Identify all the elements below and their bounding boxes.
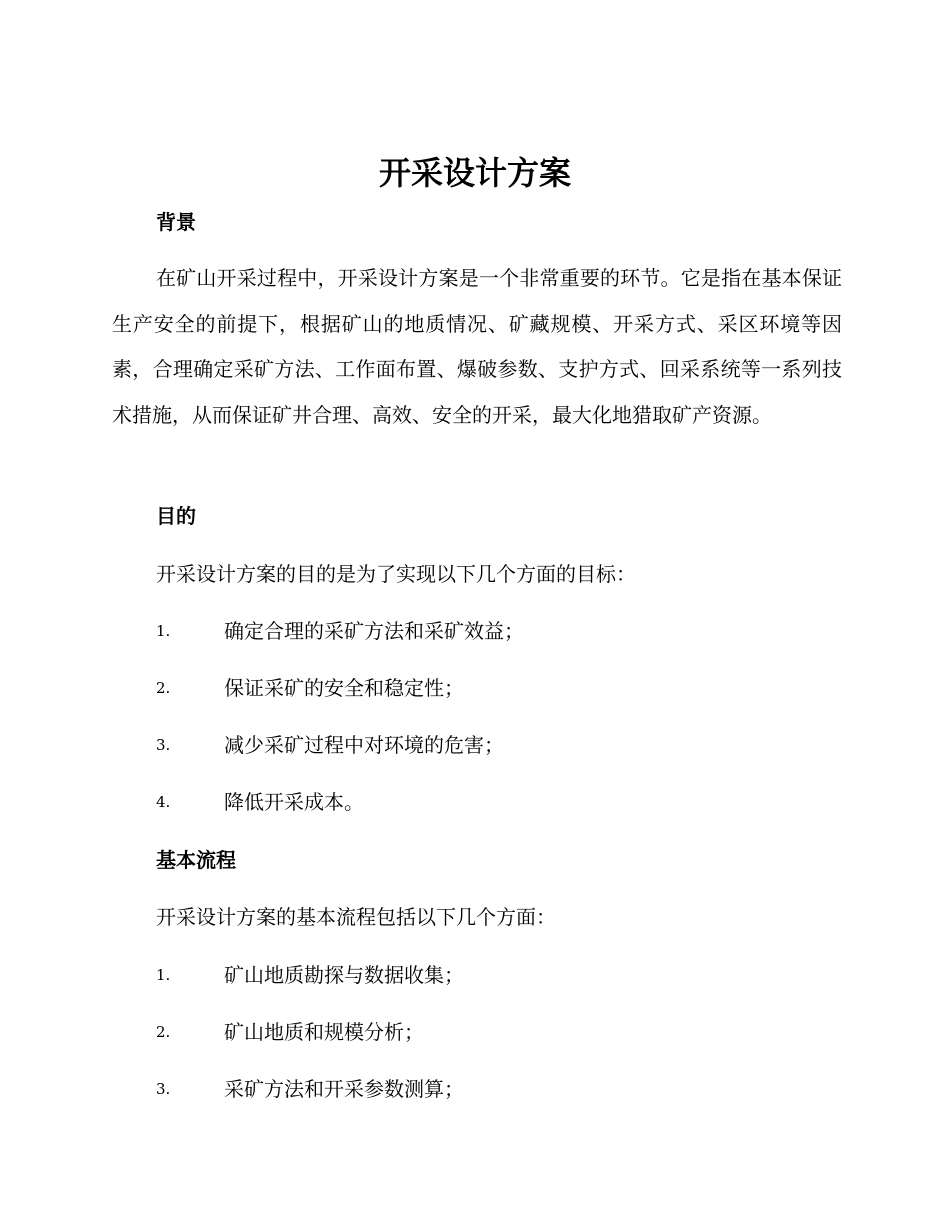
list-item-number: 2. (156, 1023, 171, 1041)
list-item-number: 4. (156, 793, 171, 811)
list-item-number: 1. (156, 622, 171, 640)
purpose-intro: 开采设计方案的目的是为了实现以下几个方面的目标： (156, 562, 636, 586)
list-item-text: 降低开采成本。 (224, 790, 364, 814)
list-item-number: 3. (156, 736, 171, 754)
section-heading-background: 背景 (156, 210, 196, 234)
list-item-text: 保证采矿的安全和稳定性； (224, 676, 464, 700)
background-paragraph: 在矿山开采过程中，开采设计方案是一个非常重要的环节。它是指在基本保证生产安全的前提下，根据矿山的地质情况、矿藏规模、开采方式、采区环境等因素，合理确定采矿方法、工作面布置、爆破参数、支护方式、回采系统等一系列技术措施，从而保证矿井合理、高效、安全的开采，最大化地猎取矿产资源。 (112, 266, 842, 427)
list-item-text: 矿山地质和规模分析； (224, 1020, 424, 1044)
list-item-text: 矿山地质勘探与数据收集； (224, 963, 464, 987)
list-item-number: 2. (156, 679, 171, 697)
section-heading-purpose: 目的 (156, 504, 196, 528)
list-item-text: 减少采矿过程中对环境的危害； (224, 733, 504, 757)
list-item-text: 确定合理的采矿方法和采矿效益； (224, 619, 524, 643)
list-item-number: 3. (156, 1080, 171, 1098)
document-title: 开采设计方案 (378, 154, 571, 192)
list-item-text: 采矿方法和开采参数测算； (224, 1077, 464, 1101)
list-item-number: 1. (156, 966, 171, 984)
section-heading-basic-process: 基本流程 (156, 848, 236, 872)
process-intro: 开采设计方案的基本流程包括以下几个方面： (156, 905, 556, 929)
